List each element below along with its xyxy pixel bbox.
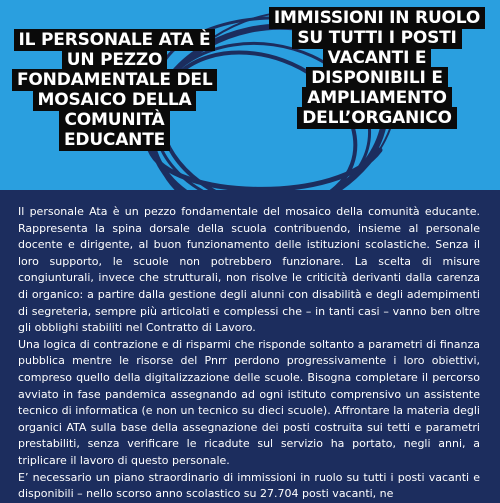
paragraph-2: Una logica di contrazione e di risparmi che risponde soltanto a parametri di finanza pubblica mentre le risorse del Pnrr perdono progressivamente i loro obiettivi, compreso quello della digitalizzazione delle scuole. Bisogna completare il percorso avviato in fase pandemica assegnando ad ogni istituto comprensivo un assistente tecnico di informatica (e non un tecnico su dieci scuole). Affrontare la materia degli organici ATA sulla base della assegnazione dei posti costruita sui tetti e parametri prestabiliti, senza verificare le ricadute sul servizio ha portato, negli anni, a triplicare il lavoro di questo personale. xyxy=(18,337,480,467)
headline-left-text: IL PERSONALE ATA È UN PEZZO FONDAMENTALE DEL MOSAICO DELLA COMUNITÀ EDUCANTE xyxy=(12,29,217,151)
article-body xyxy=(18,204,480,503)
headline-right xyxy=(268,8,486,128)
headline-right-text: IMMISSIONI IN RUOLO SU TUTTI I POSTI VACANTI E DISPONIBILI E AMPLIAMENTO DELL’ORGANICO xyxy=(269,7,485,129)
headline-left xyxy=(12,30,217,150)
paragraph-1: Il personale Ata è un pezzo fondamentale del mosaico della comunità educante. Rappresenta la spina dorsale della scuola contribuendo, insieme al personale docente e dirigente, al buon funzionamento delle istituzioni scolastiche. Senza il loro supporto, le scuole non potrebbero funzionare. La scelta di misure congiunturali, invece che strutturali, non risolve le criticità derivanti dalla carenza di organico: a partire dalla gestione degli alunni con disabilità e degli adempimenti di segreteria, sempre più articolati e complessi che – in tanti casi – vanno ben oltre gli obblighi stabiliti nel Contratto di Lavoro. xyxy=(18,205,480,335)
paragraph-3: E’ necessario un piano straordinario di immissioni in ruolo su tutti i posti vacanti e disponibili – nello scorso anno scolastico su 27.704 posti vacanti, ne xyxy=(18,470,480,501)
header-band xyxy=(0,0,500,190)
